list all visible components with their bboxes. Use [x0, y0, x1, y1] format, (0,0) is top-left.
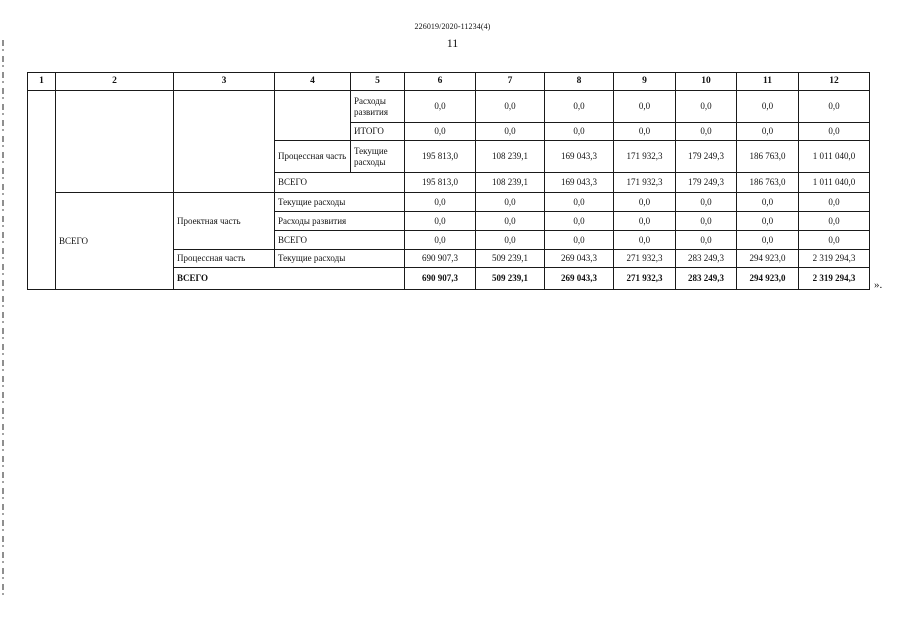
scan-binding-edge [2, 40, 4, 600]
value-cell: 283 249,3 [676, 250, 737, 268]
value-cell: 690 907,3 [405, 268, 476, 290]
value-cell: 0,0 [405, 91, 476, 123]
value-cell: 0,0 [676, 231, 737, 250]
expense-type-cell: ИТОГО [351, 123, 405, 141]
value-cell: 0,0 [476, 193, 545, 212]
column-number: 6 [405, 73, 476, 91]
value-cell: 0,0 [476, 91, 545, 123]
column-number: 2 [56, 73, 174, 91]
value-cell: 509 239,1 [476, 268, 545, 290]
value-cell: 2 319 294,3 [799, 250, 870, 268]
value-cell: 171 932,3 [614, 141, 676, 173]
value-cell: 0,0 [676, 91, 737, 123]
value-cell: 0,0 [799, 193, 870, 212]
value-cell: 0,0 [614, 231, 676, 250]
value-cell: 0,0 [405, 231, 476, 250]
expense-type-cell: Расходы развития [351, 91, 405, 123]
value-cell: 0,0 [476, 123, 545, 141]
value-cell: 179 249,3 [676, 141, 737, 173]
column-number: 5 [351, 73, 405, 91]
value-cell: 0,0 [676, 123, 737, 141]
value-cell: 169 043,3 [545, 141, 614, 173]
value-cell: 171 932,3 [614, 173, 676, 193]
value-cell: 0,0 [614, 193, 676, 212]
value-cell: 294 923,0 [737, 250, 799, 268]
value-cell: 271 932,3 [614, 250, 676, 268]
value-cell: 0,0 [476, 231, 545, 250]
column-number: 11 [737, 73, 799, 91]
value-cell: 0,0 [676, 193, 737, 212]
section-cell: Проектная часть [174, 193, 275, 250]
column-number: 3 [174, 73, 275, 91]
expense-type-cell: Текущие расходы [275, 250, 405, 268]
value-cell: 0,0 [545, 123, 614, 141]
column-number-row [28, 73, 870, 91]
value-cell: 0,0 [545, 91, 614, 123]
subtotal-label-cell: ВСЕГО [275, 173, 405, 193]
value-cell: 0,0 [614, 212, 676, 231]
value-cell: 509 239,1 [476, 250, 545, 268]
value-cell: 195 813,0 [405, 173, 476, 193]
value-cell: 186 763,0 [737, 173, 799, 193]
value-cell: 0,0 [676, 212, 737, 231]
closing-quote-mark: ». [874, 279, 883, 291]
value-cell: 271 932,3 [614, 268, 676, 290]
total-program-cell: ВСЕГО [56, 193, 174, 290]
table-row [28, 193, 870, 212]
value-cell: 0,0 [405, 193, 476, 212]
page-number: 11 [446, 36, 459, 50]
value-cell: 690 907,3 [405, 250, 476, 268]
column-number: 12 [799, 73, 870, 91]
value-cell: 0,0 [476, 212, 545, 231]
value-cell: 0,0 [737, 193, 799, 212]
row-number-cell [28, 91, 56, 290]
value-cell: 0,0 [799, 212, 870, 231]
value-cell: 0,0 [405, 123, 476, 141]
value-cell: 0,0 [405, 212, 476, 231]
value-cell: 294 923,0 [737, 268, 799, 290]
value-cell: 269 043,3 [545, 268, 614, 290]
column-number: 8 [545, 73, 614, 91]
expense-type-cell: Расходы развития [275, 212, 405, 231]
value-cell: 179 249,3 [676, 173, 737, 193]
value-cell: 0,0 [614, 123, 676, 141]
value-cell: 0,0 [799, 91, 870, 123]
part-cell: Процессная часть [275, 141, 351, 173]
value-cell: 0,0 [737, 91, 799, 123]
value-cell: 0,0 [737, 212, 799, 231]
value-cell: 0,0 [799, 231, 870, 250]
expense-type-cell: Текущие расходы [275, 193, 405, 212]
value-cell: 0,0 [545, 212, 614, 231]
value-cell: 1 011 040,0 [799, 173, 870, 193]
column-number: 4 [275, 73, 351, 91]
value-cell: 169 043,3 [545, 173, 614, 193]
section-cell [174, 91, 275, 193]
value-cell: 0,0 [614, 91, 676, 123]
table-row [28, 91, 870, 123]
value-cell: 0,0 [737, 231, 799, 250]
grand-total-label: ВСЕГО [174, 268, 405, 290]
part-cell [275, 91, 351, 141]
program-cell [56, 91, 174, 193]
budget-table [27, 72, 870, 290]
value-cell: 0,0 [545, 231, 614, 250]
document-number: 226019/2020-11234(4) [414, 22, 491, 31]
column-number: 7 [476, 73, 545, 91]
value-cell: 0,0 [799, 123, 870, 141]
value-cell: 0,0 [545, 193, 614, 212]
section-cell: Процессная часть [174, 250, 275, 268]
value-cell: 108 239,1 [476, 173, 545, 193]
value-cell: 2 319 294,3 [799, 268, 870, 290]
column-number: 10 [676, 73, 737, 91]
subtotal-label-cell: ВСЕГО [275, 231, 405, 250]
value-cell: 108 239,1 [476, 141, 545, 173]
value-cell: 195 813,0 [405, 141, 476, 173]
value-cell: 269 043,3 [545, 250, 614, 268]
column-number: 9 [614, 73, 676, 91]
value-cell: 1 011 040,0 [799, 141, 870, 173]
column-number: 1 [28, 73, 56, 91]
value-cell: 186 763,0 [737, 141, 799, 173]
expense-type-cell: Текущие расходы [351, 141, 405, 173]
value-cell: 283 249,3 [676, 268, 737, 290]
value-cell: 0,0 [737, 123, 799, 141]
